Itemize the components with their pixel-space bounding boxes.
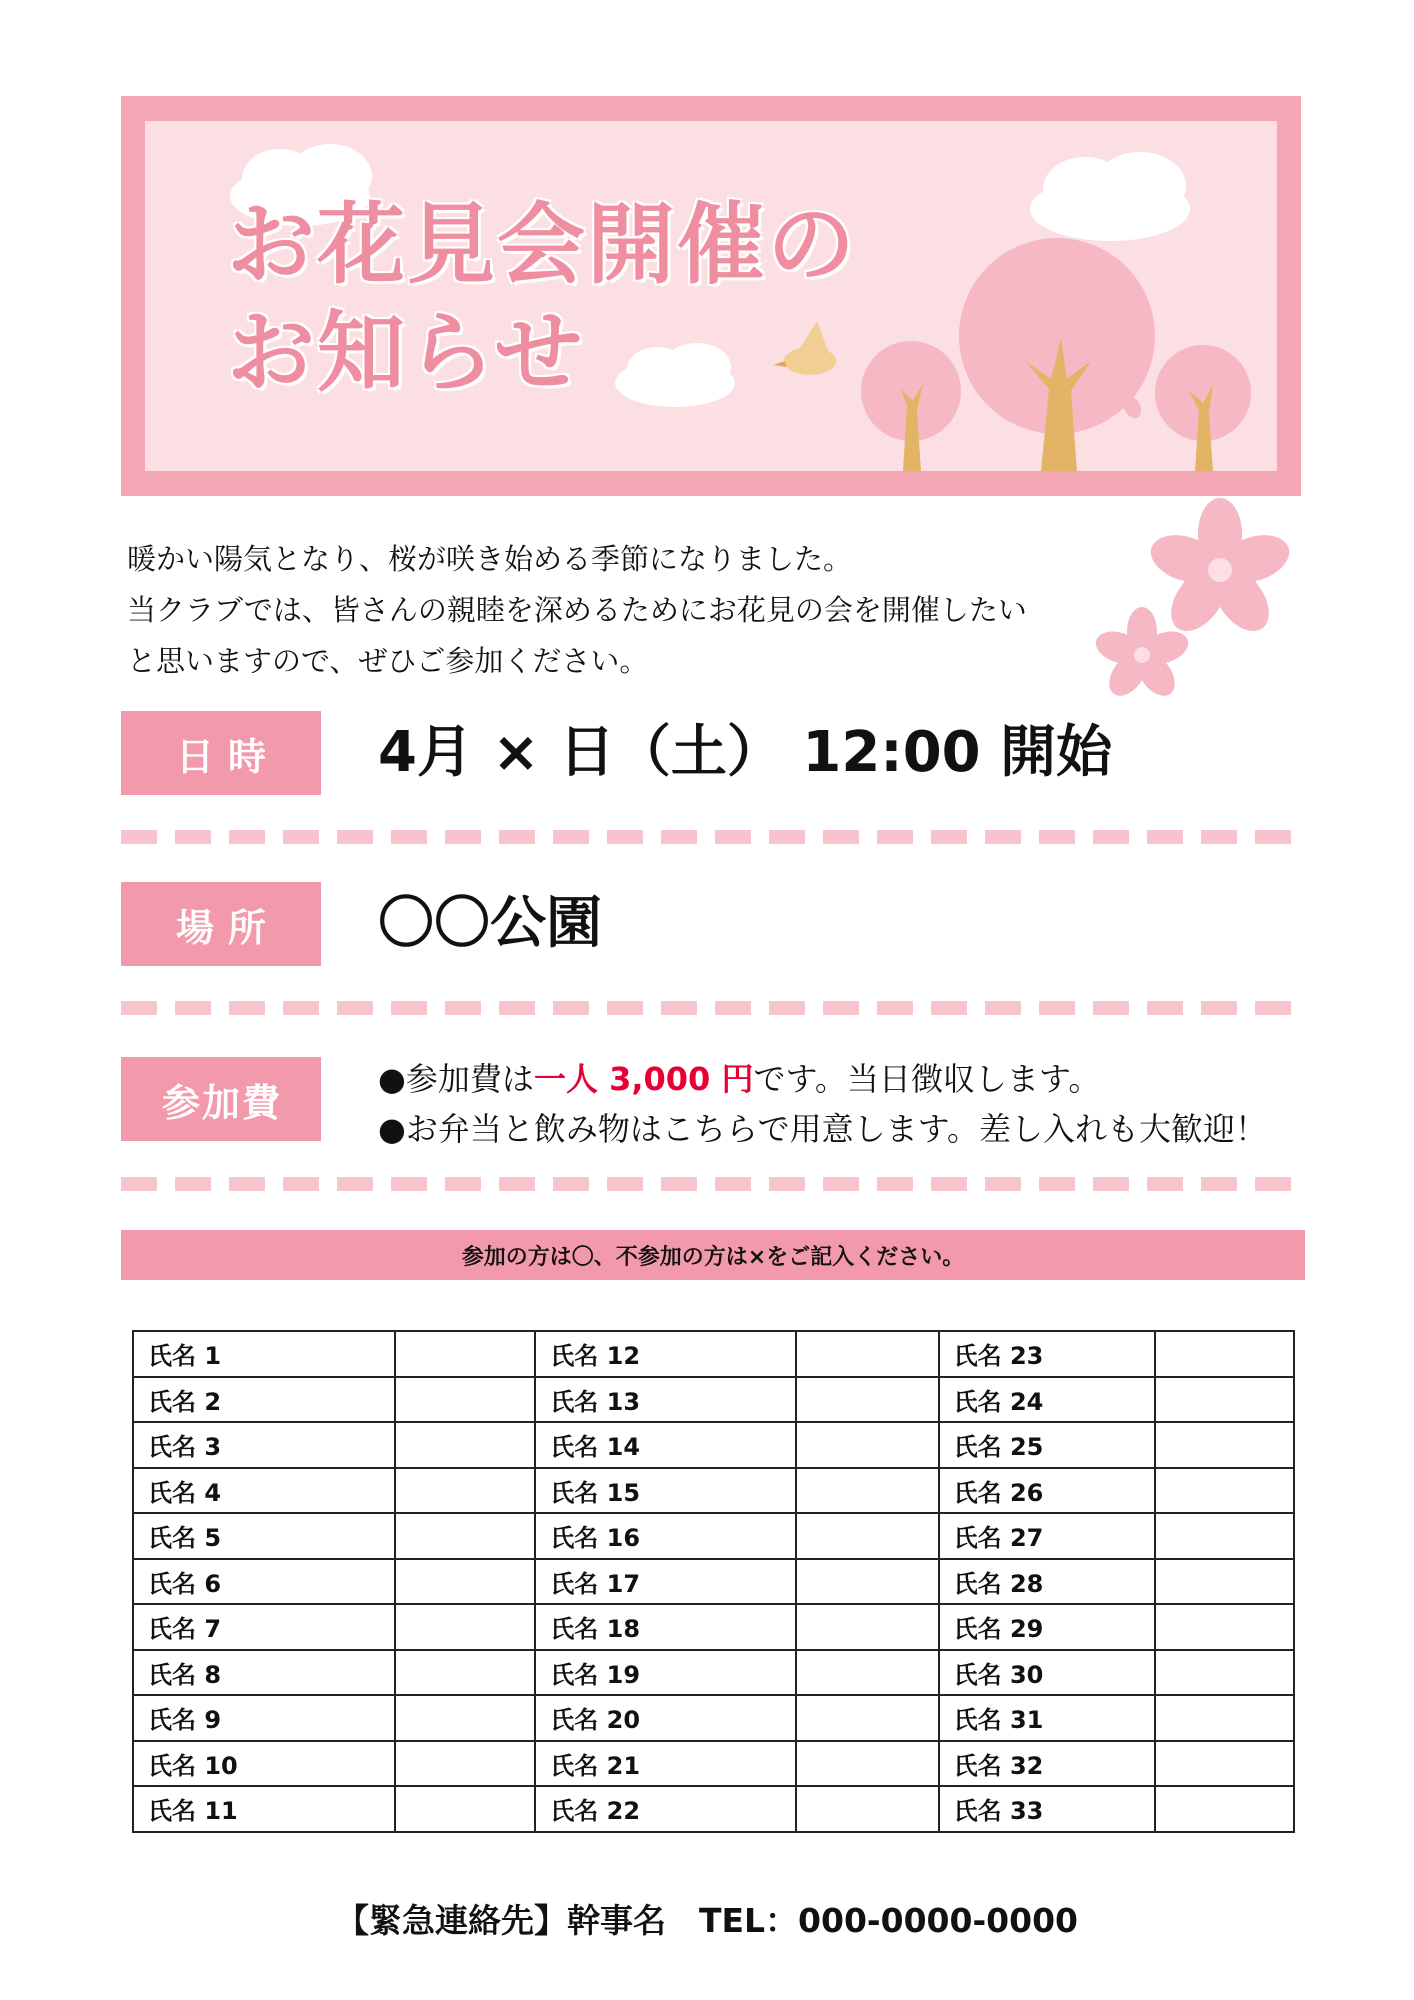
attendance-mark-cell[interactable] (1155, 1695, 1294, 1741)
attendance-mark-cell[interactable] (395, 1786, 536, 1832)
participant-name-cell: 氏名 29 (939, 1604, 1156, 1650)
participant-name-cell: 氏名 10 (133, 1741, 395, 1787)
attendance-mark-cell[interactable] (796, 1422, 939, 1468)
attendance-mark-cell[interactable] (1155, 1513, 1294, 1559)
participant-name-cell: 氏名 25 (939, 1422, 1156, 1468)
participant-name-cell: 氏名 20 (535, 1695, 796, 1741)
tree-icon (861, 341, 961, 471)
attendance-mark-cell[interactable] (1155, 1559, 1294, 1605)
emergency-contact: 【緊急連絡先】幹事名 TEL：000-0000-0000 (335, 1901, 1079, 1940)
fee-line-2: ●お弁当と飲み物はこちらで用意します。差し入れも大歓迎！ (378, 1110, 1268, 1148)
table-row (133, 1604, 1294, 1650)
intro-line: 暖かい陽気となり、桜が咲き始める季節になりました。 (127, 542, 853, 576)
page-title (227, 191, 857, 407)
attendance-mark-cell[interactable] (796, 1604, 939, 1650)
fee-line-1 (378, 1054, 1267, 1104)
attendance-mark-cell[interactable] (796, 1331, 939, 1377)
participant-name-cell: 氏名 31 (939, 1695, 1156, 1741)
page-title-line2: お知らせ (227, 301, 585, 404)
participant-name-cell: 氏名 3 (133, 1422, 395, 1468)
participant-name-cell: 氏名 30 (939, 1650, 1156, 1696)
participant-name-cell: 氏名 22 (535, 1786, 796, 1832)
participant-name-cell: 氏名 4 (133, 1468, 395, 1514)
attendance-mark-cell[interactable] (395, 1513, 536, 1559)
attendance-mark-cell[interactable] (796, 1468, 939, 1514)
attendance-mark-cell[interactable] (1155, 1650, 1294, 1696)
attendance-mark-cell[interactable] (1155, 1604, 1294, 1650)
table-row (133, 1786, 1294, 1832)
participant-name-cell: 氏名 9 (133, 1695, 395, 1741)
attendance-mark-cell[interactable] (395, 1741, 536, 1787)
participant-name-cell: 氏名 12 (535, 1331, 796, 1377)
participant-name-cell: 氏名 28 (939, 1559, 1156, 1605)
participant-name-cell: 氏名 13 (535, 1377, 796, 1423)
participant-name-cell: 氏名 1 (133, 1331, 395, 1377)
participant-name-cell: 氏名 33 (939, 1786, 1156, 1832)
participant-name-cell: 氏名 18 (535, 1604, 796, 1650)
attendance-mark-cell[interactable] (395, 1650, 536, 1696)
attendance-mark-cell[interactable] (796, 1513, 939, 1559)
header-banner-inner (145, 121, 1277, 471)
participant-name-cell: 氏名 17 (535, 1559, 796, 1605)
participant-name-cell: 氏名 14 (535, 1422, 796, 1468)
fee-amount: 一人 3,000 円 (533, 1060, 754, 1098)
table-row (133, 1513, 1294, 1559)
date-value: 4月 × 日（土） 12:00 開始 (378, 720, 1113, 785)
attendance-table (132, 1330, 1295, 1833)
participant-name-cell: 氏名 19 (535, 1650, 796, 1696)
attendance-mark-cell[interactable] (1155, 1786, 1294, 1832)
place-label: 場所 (121, 882, 321, 966)
attendance-mark-cell[interactable] (395, 1604, 536, 1650)
attendance-mark-cell[interactable] (796, 1650, 939, 1696)
participant-name-cell: 氏名 5 (133, 1513, 395, 1559)
intro-line: 当クラブでは、皆さんの親睦を深めるためにお花見の会を開催したい (127, 593, 1027, 627)
participant-name-cell: 氏名 8 (133, 1650, 395, 1696)
attendance-mark-cell[interactable] (395, 1559, 536, 1605)
table-row (133, 1650, 1294, 1696)
attendance-mark-cell[interactable] (796, 1741, 939, 1787)
participant-name-cell: 氏名 26 (939, 1468, 1156, 1514)
participant-name-cell: 氏名 23 (939, 1331, 1156, 1377)
page-title-line1: お花見会開催の (227, 193, 858, 296)
tree-icon (959, 238, 1155, 471)
table-row (133, 1695, 1294, 1741)
participant-name-cell: 氏名 27 (939, 1513, 1156, 1559)
attendance-mark-cell[interactable] (395, 1331, 536, 1377)
cloud-icon (1030, 152, 1190, 241)
tree-icon (1155, 345, 1251, 471)
sakura-flower-icon (1080, 495, 1320, 710)
instruction-bar: 参加の方は〇、不参加の方は×をご記入ください。 (121, 1230, 1305, 1280)
participant-name-cell: 氏名 24 (939, 1377, 1156, 1423)
table-row (133, 1468, 1294, 1514)
participant-name-cell: 氏名 15 (535, 1468, 796, 1514)
table-row (133, 1741, 1294, 1787)
intro-line: と思いますので、ぜひご参加ください。 (127, 644, 649, 678)
attendance-mark-cell[interactable] (395, 1695, 536, 1741)
table-row (133, 1331, 1294, 1377)
fee-text: です。当日徴収します。 (753, 1060, 1101, 1098)
place-value: 〇〇公園 (378, 891, 602, 956)
header-banner (121, 96, 1301, 496)
table-row (133, 1377, 1294, 1423)
attendance-mark-cell[interactable] (1155, 1331, 1294, 1377)
attendance-mark-cell[interactable] (796, 1786, 939, 1832)
attendance-table-body (133, 1331, 1294, 1832)
attendance-mark-cell[interactable] (1155, 1377, 1294, 1423)
date-label: 日時 (121, 711, 321, 795)
participant-name-cell: 氏名 2 (133, 1377, 395, 1423)
participant-name-cell: 氏名 21 (535, 1741, 796, 1787)
dashed-divider (121, 1001, 1299, 1015)
intro-text (127, 534, 1127, 687)
attendance-mark-cell[interactable] (796, 1559, 939, 1605)
attendance-mark-cell[interactable] (796, 1377, 939, 1423)
participant-name-cell: 氏名 32 (939, 1741, 1156, 1787)
attendance-mark-cell[interactable] (1155, 1422, 1294, 1468)
participant-name-cell: 氏名 11 (133, 1786, 395, 1832)
participant-name-cell: 氏名 6 (133, 1559, 395, 1605)
attendance-mark-cell[interactable] (395, 1377, 536, 1423)
participant-name-cell: 氏名 16 (535, 1513, 796, 1559)
participant-name-cell: 氏名 7 (133, 1604, 395, 1650)
table-row (133, 1559, 1294, 1605)
attendance-mark-cell[interactable] (1155, 1468, 1294, 1514)
dashed-divider (121, 830, 1299, 844)
attendance-mark-cell[interactable] (395, 1468, 536, 1514)
fee-details (378, 1054, 1267, 1154)
attendance-mark-cell[interactable] (395, 1422, 536, 1468)
dashed-divider (121, 1177, 1299, 1191)
fee-label: 参加費 (121, 1057, 321, 1141)
table-row (133, 1422, 1294, 1468)
attendance-mark-cell[interactable] (1155, 1741, 1294, 1787)
attendance-mark-cell[interactable] (796, 1695, 939, 1741)
fee-text: ●参加費は (378, 1060, 534, 1098)
